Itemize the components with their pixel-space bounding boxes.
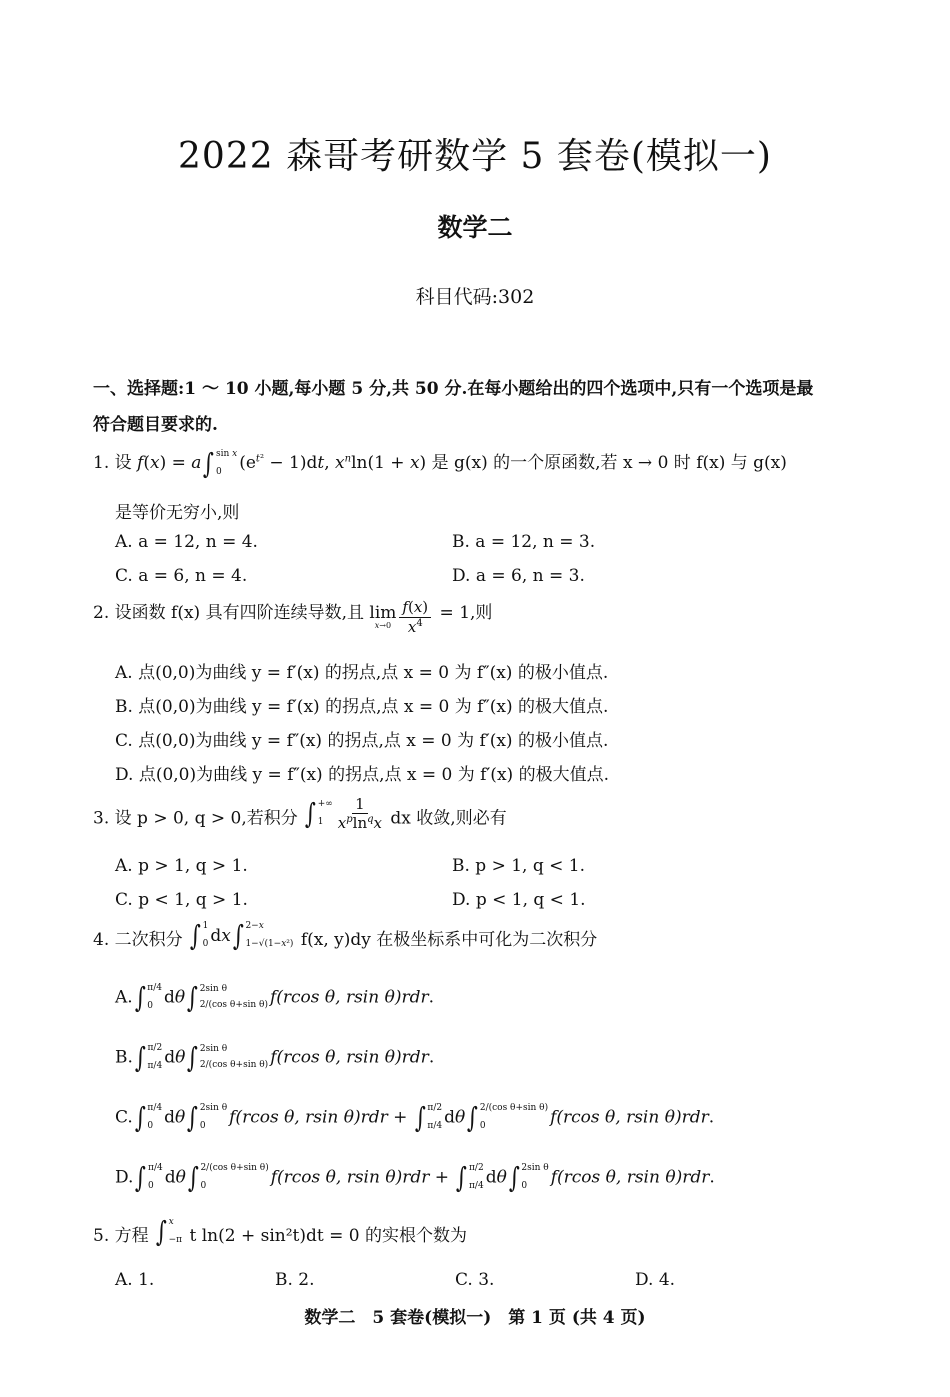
question-5-stem xyxy=(93,1215,467,1248)
section-heading-line1: 一、选择题:1 ～ 10 小题,每小题 5 分,共 50 分.在每小题给出的四个选项中,只有一个选项是最 xyxy=(93,379,814,399)
q2-option-b: B. 点(0,0)为曲线 y = f′(x) 的拐点,点 x = 0 为 f″(x) 的极大值点. xyxy=(115,697,609,717)
q1-option-a: A. a = 12, n = 4. xyxy=(115,532,258,552)
subject-code: 科目代码:302 xyxy=(415,286,535,308)
q1-middle: 是 g(x) 的一个原函数,若 x → 0 时 f(x) 与 g(x) xyxy=(431,453,787,473)
q1-option-c: C. a = 6, n = 4. xyxy=(115,566,248,586)
question-2-stem xyxy=(93,598,492,636)
q3-option-c: C. p < 1, q > 1. xyxy=(115,890,248,910)
q2-suffix: = 1,则 xyxy=(439,603,493,623)
q4-integral: ∫ 1 0 d x ∫ 2−x 1−√(1−x²) xyxy=(189,919,294,952)
q4-suffix: f(x, y)dy 在极坐标系中可化为二次积分 xyxy=(300,930,598,950)
q1-prefix: 1. 设 xyxy=(93,453,132,473)
exam-subtitle: 数学二 xyxy=(437,213,513,242)
q4-prefix: 4. 二次积分 xyxy=(93,930,183,950)
q2-option-c: C. 点(0,0)为曲线 y = f″(x) 的拐点,点 x = 0 为 f′(x) 的极小值点. xyxy=(115,731,609,751)
q3-option-b: B. p > 1, q < 1. xyxy=(452,856,586,876)
q5-prefix: 5. 方程 xyxy=(93,1226,149,1246)
question-1-stem xyxy=(93,448,787,478)
q5-suffix: t ln(2 + sin²t)dt = 0 的实根个数为 xyxy=(189,1226,467,1246)
q3-prefix: 3. 设 p > 0, q > 0,若积分 xyxy=(93,808,298,829)
q1-option-b: B. a = 12, n = 3. xyxy=(452,532,596,552)
q3-suffix: dx 收敛,则必有 xyxy=(390,808,507,829)
q3-integral: ∫ +∞ 1 $\frac{1}{x^p\ln^qx}$ xyxy=(304,795,383,833)
q4-option-b: B.∫ π/2 π/4 dθ∫ 2sin θ 2/(cos θ+sin θ) f(rcos θ, rsin θ)rdr. xyxy=(115,1041,435,1074)
question-4-stem xyxy=(93,919,598,952)
q2-option-d: D. 点(0,0)为曲线 y = f″(x) 的拐点,点 x = 0 为 f′(x) 的极大值点. xyxy=(115,765,609,785)
q4-option-a: A.∫ π/4 0 dθ∫ 2sin θ 2/(cos θ+sin θ) f(rcos θ, rsin θ)rdr. xyxy=(115,981,434,1014)
q1-formula: f(x) = a∫ sin x 0 $(e^{t^2} - 1)dt$, $x^n\ln(1 + x)$ xyxy=(137,446,427,480)
q5-option-a: A. 1. xyxy=(115,1270,155,1290)
q2-prefix: 2. 设函数 f(x) 具有四阶连续导数,且 xyxy=(93,603,364,623)
q5-option-d: D. 4. xyxy=(635,1270,676,1290)
question-1-continuation: 是等价无穷小,则 xyxy=(115,503,240,523)
q2-option-a: A. 点(0,0)为曲线 y = f′(x) 的拐点,点 x = 0 为 f″(x) 的极小值点. xyxy=(115,663,609,683)
q4-option-c: C.∫ π/4 0 dθ∫ 2sin θ 0 f(rcos θ, rsin θ)rdr + ∫ π/2 π/4 dθ∫ 2/(cos θ+sin θ) 0 f(rcos θ, rsin θ)rdr. xyxy=(115,1101,715,1134)
page-footer: 数学二 5 套卷(模拟一) 第 1 页 (共 4 页) xyxy=(304,1308,646,1328)
section-heading-line2: 符合题目要求的. xyxy=(93,415,218,435)
q3-option-d: D. p < 1, q < 1. xyxy=(452,890,586,910)
q5-integral: ∫ x −π xyxy=(155,1215,183,1248)
q1-option-d: D. a = 6, n = 3. xyxy=(452,566,585,586)
q4-option-d: D.∫ π/4 0 dθ∫ 2/(cos θ+sin θ) 0 f(rcos θ, rsin θ)rdr + ∫ π/2 π/4 dθ∫ 2sin θ 0 f(rcos θ, rsin θ)rdr. xyxy=(115,1161,715,1194)
q5-option-b: B. 2. xyxy=(275,1270,315,1290)
q3-option-a: A. p > 1, q > 1. xyxy=(115,856,248,876)
q2-limit-formula: lim x→0 $\frac{f(x)}{x^4}$ xyxy=(369,599,434,636)
exam-title: 2022 森哥考研数学 5 套卷(模拟一) xyxy=(178,136,772,177)
question-3-stem xyxy=(93,796,507,833)
q5-option-c: C. 3. xyxy=(455,1270,495,1290)
